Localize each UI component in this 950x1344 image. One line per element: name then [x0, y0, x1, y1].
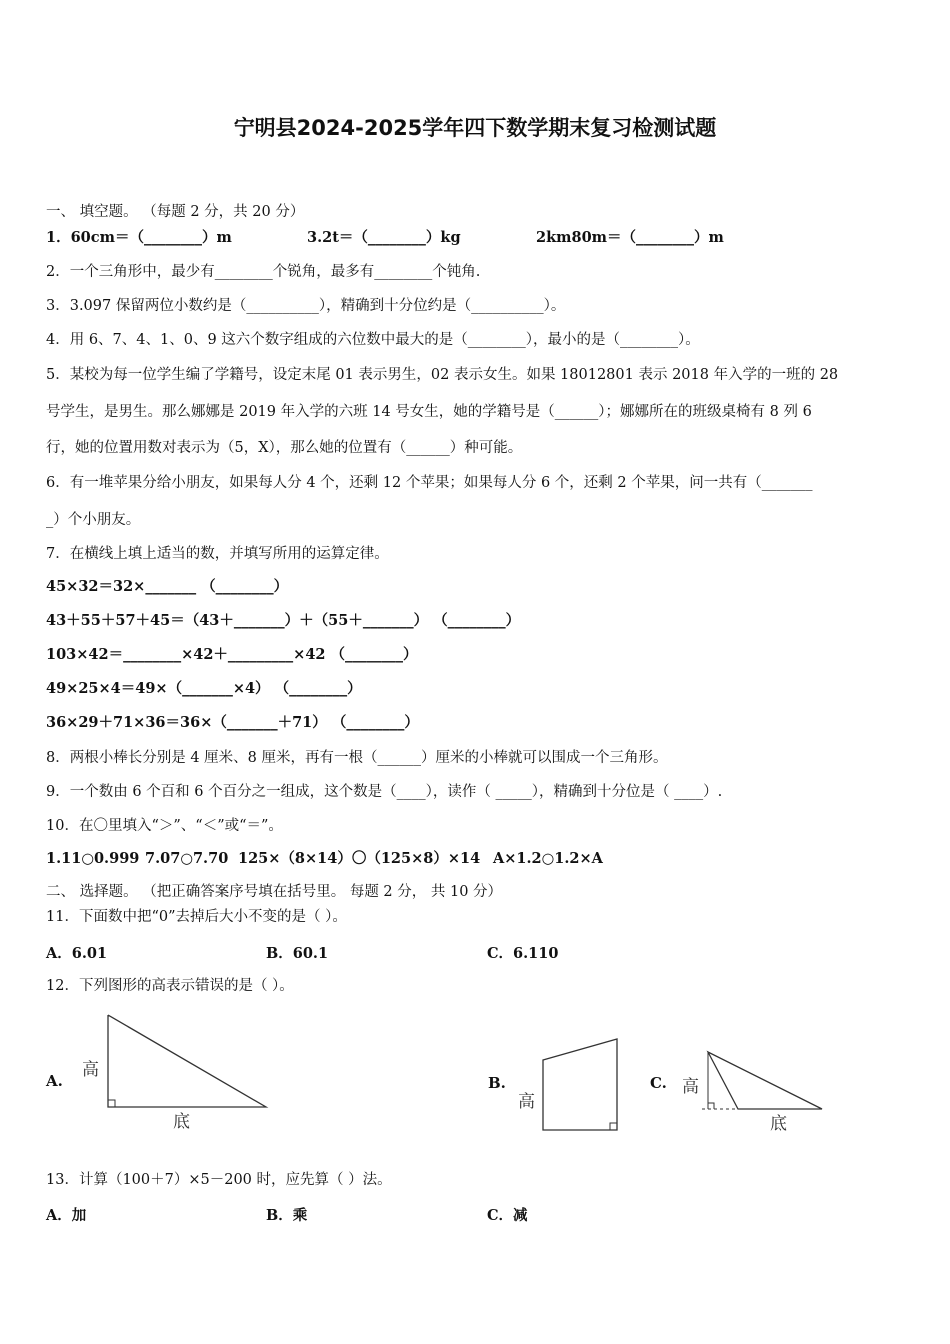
- figure-b-trapezoid: [510, 1030, 630, 1140]
- page-title: 宁明县2024-2025学年四下数学期末复习检测试题: [233, 116, 717, 140]
- question-7-item: 43＋55＋57＋45＝（43＋_______）＋（55＋_______） （________）: [46, 612, 521, 629]
- question-3: 3．3.097 保留两位小数约是（__________），精确到十分位约是（__________）。: [46, 298, 566, 314]
- question-11-option-a: A．6.01: [46, 945, 108, 962]
- question-5-line-2: 号学生，是男生。那么娜娜是 2019 年入学的六班 14 号女生，她的学籍号是（______）；娜娜所在的班级桌椅有 8 列 6: [46, 404, 812, 420]
- question-7-item: 103×42＝________×42＋_________×42 （________）: [46, 646, 418, 663]
- svg-text:底: 底: [770, 1114, 787, 1134]
- question-1a: 1．60cm＝（________）m: [46, 229, 232, 246]
- question-13-option-c: C．减: [487, 1207, 528, 1224]
- svg-text:高: 高: [682, 1077, 699, 1097]
- question-7-item: 45×32＝32×_______ （________）: [46, 578, 289, 595]
- question-10-item: 7.07○7.70: [145, 850, 229, 867]
- question-11-stem: 11．下面数中把“0”去掉后大小不变的是（ ）。: [46, 909, 347, 925]
- figure-a-label: A.: [46, 1072, 63, 1090]
- figure-c-obtuse-triangle: [670, 1040, 840, 1140]
- question-10-item: A×1.2○1.2×A: [493, 850, 603, 867]
- base-label: 底: [173, 1112, 190, 1132]
- question-12-stem: 12．下列图形的高表示错误的是（ ）。: [46, 978, 294, 994]
- question-6-line-2: _）个小朋友。: [46, 512, 141, 528]
- question-8: 8．两根小棒长分别是 4 厘米、8 厘米，再有一根（______）厘米的小棒就可以围成一个三角形。: [46, 750, 668, 766]
- question-7-stem: 7．在横线上填上适当的数，并填写所用的运算定律。: [46, 546, 389, 562]
- question-13-stem: 13．计算（100＋7）×5－200 时，应先算（ ）法。: [46, 1172, 392, 1188]
- figure-c-label: C.: [650, 1074, 667, 1092]
- question-13-option-b: B．乘: [266, 1207, 308, 1224]
- question-10-item: 1.11○0.999: [46, 850, 140, 867]
- question-2: 2．一个三角形中，最少有________个锐角，最多有________个钝角.: [46, 264, 481, 280]
- figure-a-right-triangle: [70, 1005, 290, 1140]
- question-1c: 2km80m＝（________）m: [536, 229, 724, 246]
- question-5-line-3: 行，她的位置用数对表示为（5，X），那么她的位置有（______）种可能。: [46, 440, 523, 456]
- section-1-header: 一、 填空题。 （每题 2 分，共 20 分）: [46, 204, 305, 220]
- question-7-item: 49×25×4＝49×（_______×4） （________）: [46, 680, 362, 697]
- figure-b-label: B.: [488, 1074, 506, 1092]
- question-10-item: 125×（8×14）〇（125×8）×14: [238, 850, 481, 867]
- question-5-line-1: 5．某校为每一位学生编了学籍号，设定末尾 01 表示男生，02 表示女生。如果 18012801 表示 2018 年入学的一班的 28: [46, 367, 839, 383]
- height-label: 高: [82, 1060, 99, 1080]
- section-2-header: 二、 选择题。 （把正确答案序号填在括号里。 每题 2 分， 共 10 分）: [46, 884, 503, 900]
- svg-text:高: 高: [518, 1092, 535, 1112]
- question-6-line-1: 6．有一堆苹果分给小朋友，如果每人分 4 个，还剩 12 个苹果；如果每人分 6 个，还剩 2 个苹果，问一共有（_______: [46, 475, 813, 491]
- question-13-option-a: A．加: [46, 1207, 87, 1224]
- question-11-option-b: B．60.1: [266, 945, 329, 962]
- question-9: 9．一个数由 6 个百和 6 个百分之一组成，这个数是（____），读作（ _____），精确到十分位是（ ____）.: [46, 784, 723, 800]
- question-10-stem: 10．在〇里填入“＞”、“＜”或“＝”。: [46, 818, 283, 834]
- question-11-option-c: C．6.110: [487, 945, 559, 962]
- question-7-item: 36×29＋71×36＝36×（_______＋71） （________）: [46, 714, 419, 731]
- question-4: 4．用 6、7、4、1、0、9 这六个数字组成的六位数中最大的是（________），最小的是（________）。: [46, 332, 700, 348]
- question-1b: 3.2t＝（________）kg: [307, 229, 461, 246]
